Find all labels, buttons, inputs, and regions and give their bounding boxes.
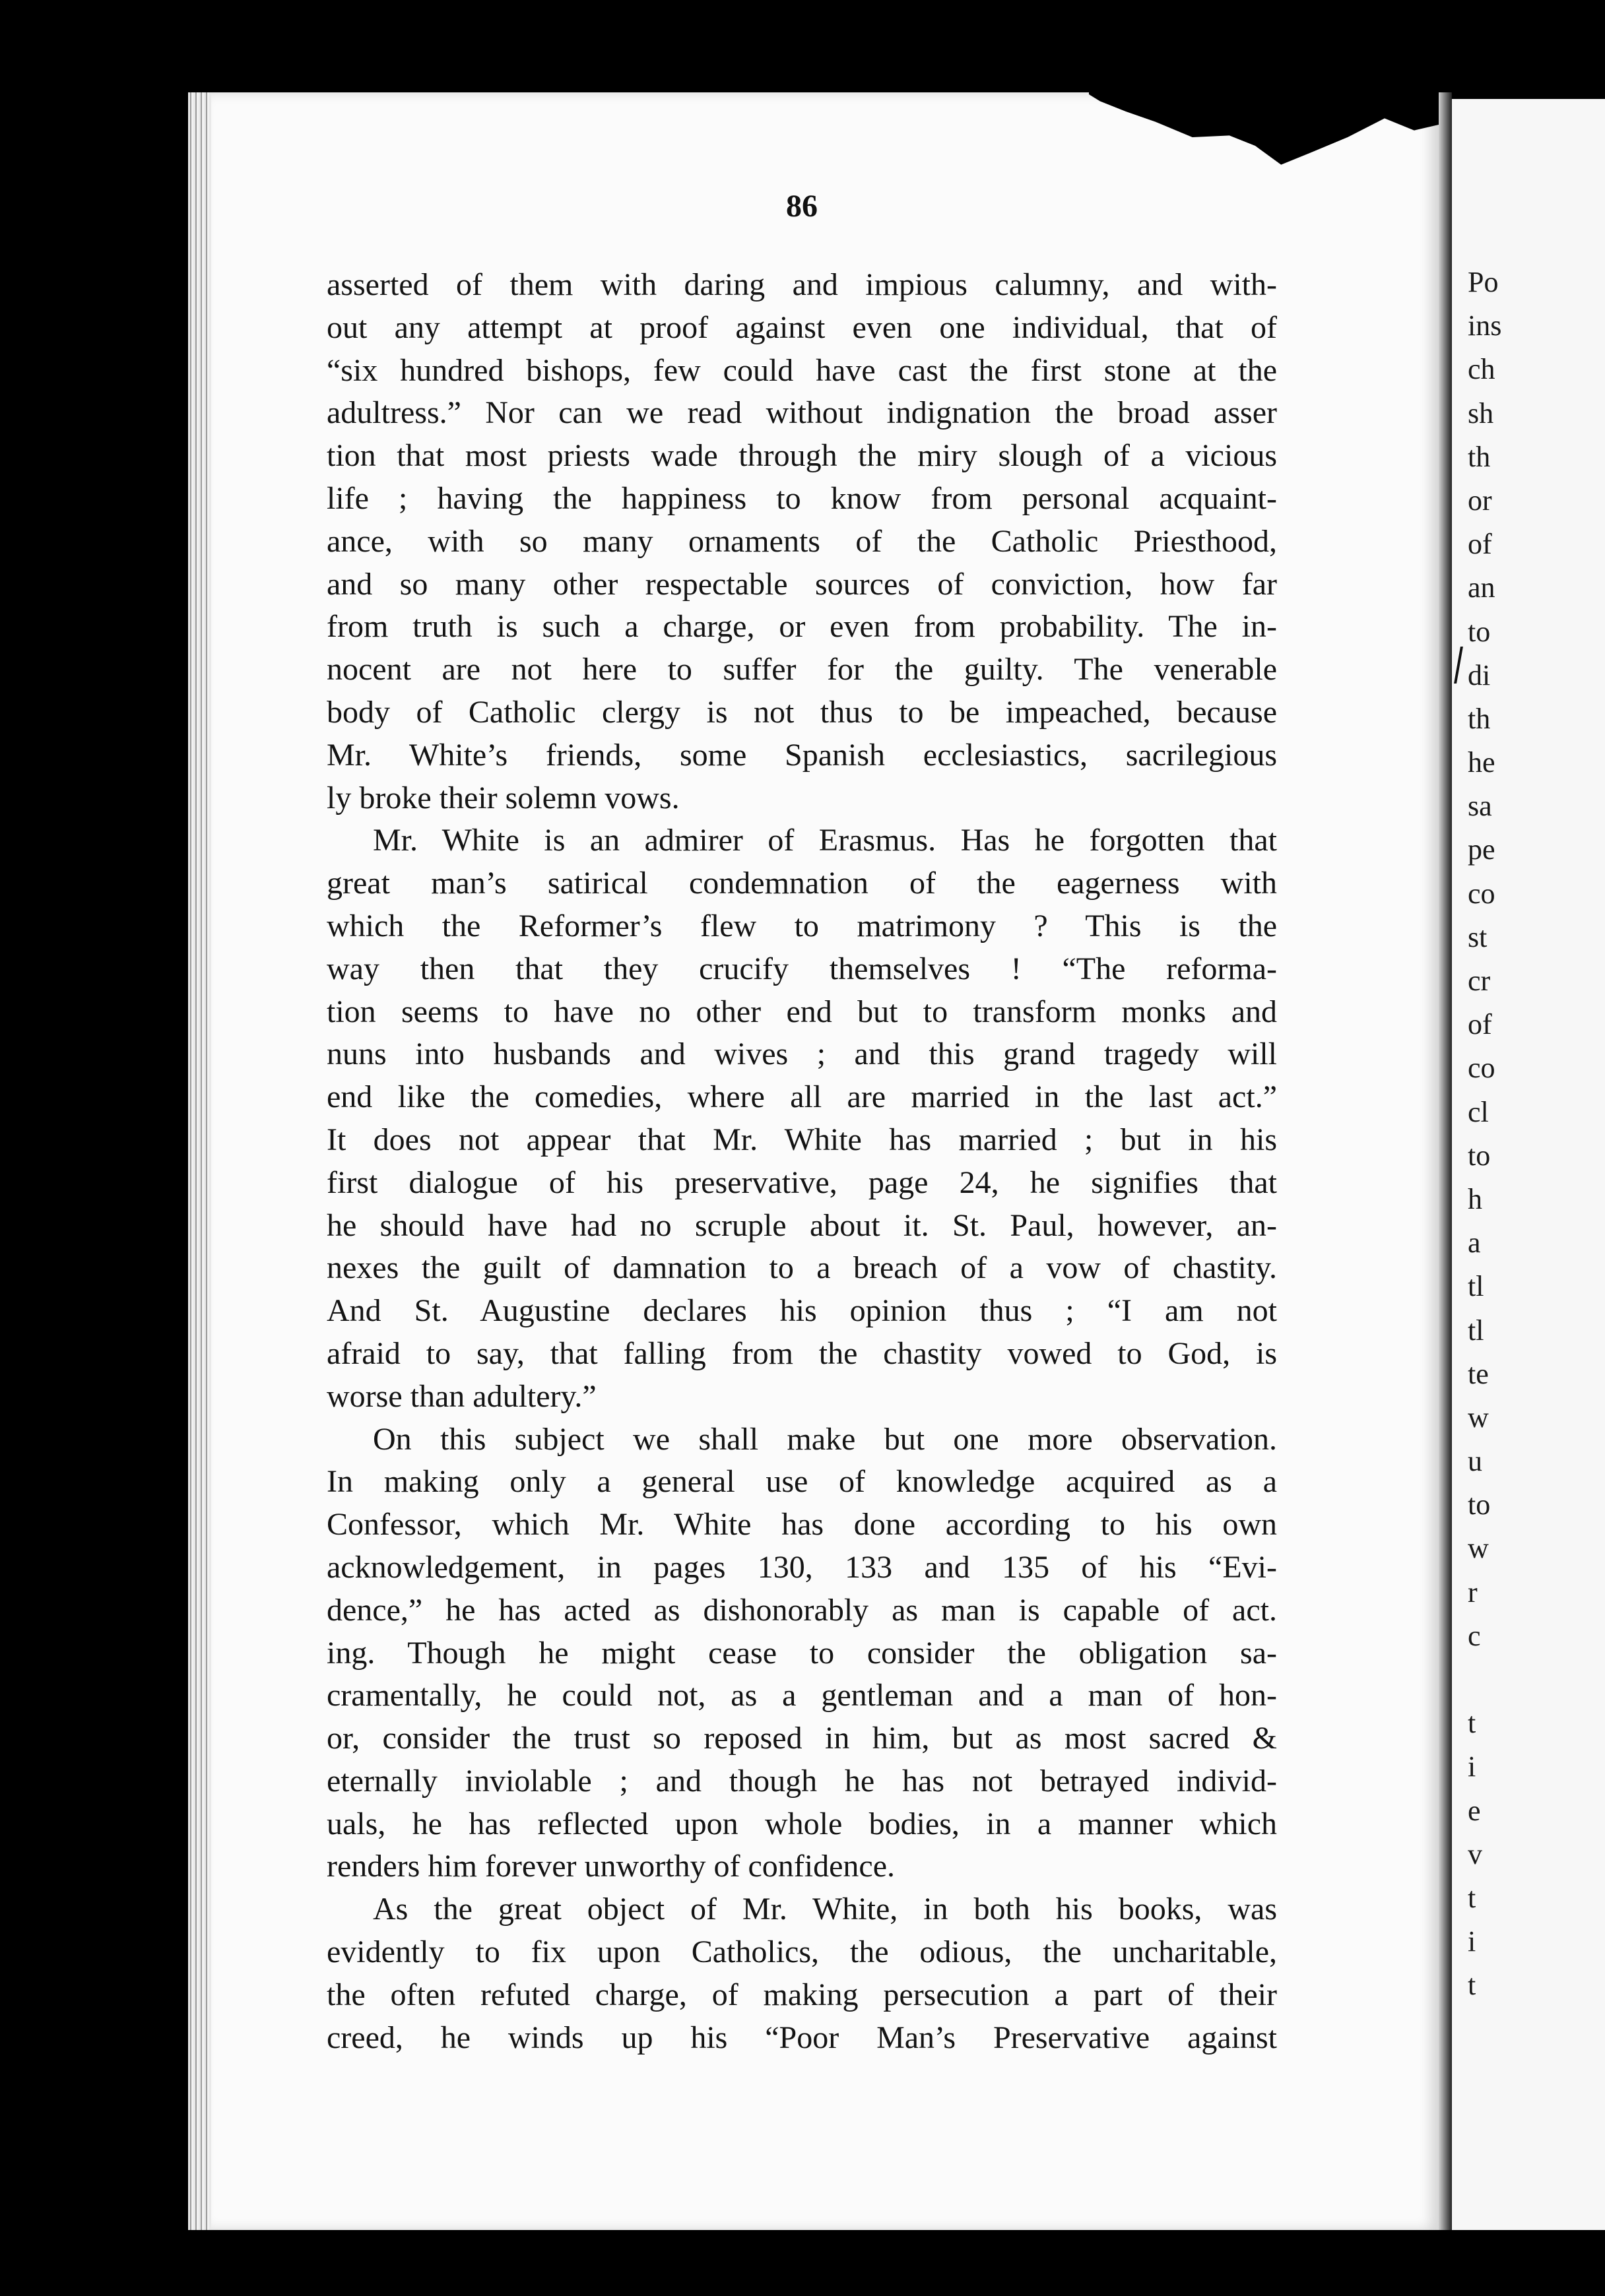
text-line: life ; having the happiness to know from personal acquaint- [327, 480, 1277, 516]
fragment-line: co [1468, 1052, 1495, 1085]
text-line: which the Reformer’s flew to matrimony ? This is the [327, 908, 1277, 943]
fragment-line: th [1468, 702, 1491, 735]
text-line: ance, with so many ornaments of the Catholic Priesthood, [327, 523, 1277, 559]
book-gutter [1439, 92, 1452, 2230]
fragment-line: cl [1468, 1095, 1489, 1128]
fragment-line: v [1468, 1837, 1482, 1870]
text-line: worse than adultery.” [327, 1378, 597, 1414]
text-line: great man’s satirical condemnation of the eagerness with [327, 866, 1277, 901]
fragment-line: co [1468, 877, 1495, 910]
text-line: tion seems to have no other end but to transform monks and [327, 994, 1277, 1029]
text-line: And St. Augustine declares his opinion thus ; “I am not [327, 1293, 1277, 1329]
fragment-line: r [1468, 1576, 1478, 1609]
fragment-line: tl [1468, 1314, 1484, 1347]
fragment-line: pe [1468, 833, 1495, 866]
text-line: from truth is such a charge, or even from probability. The in- [327, 609, 1277, 645]
text-line: end like the comedies, where all are married in the last act.” [327, 1079, 1277, 1115]
text-line: ing. Though he might cease to consider the obligation sa- [327, 1635, 1277, 1671]
fragment-line: i [1468, 1750, 1476, 1783]
fragment-line: ch [1468, 353, 1495, 386]
text-line: ly broke their solemn vows. [327, 780, 680, 815]
text-line: As the great object of Mr. White, in both his books, was [373, 1892, 1277, 1927]
fragment-line: w [1468, 1401, 1489, 1434]
text-line: afraid to say, that falling from the chastity vowed to God, is [327, 1335, 1277, 1371]
text-line: the often refuted charge, of making persecution a part of their [327, 1977, 1277, 2012]
text-line: It does not appear that Mr. White has married ; but in his [327, 1122, 1277, 1157]
page-edge-stack [188, 92, 214, 2230]
text-line: evidently to fix upon Catholics, the odious, the uncharitable, [327, 1934, 1277, 1970]
fragment-line: sh [1468, 397, 1494, 430]
fragment-line: t [1468, 1969, 1476, 2002]
text-line: nocent are not here to suffer for the guilty. The venerable [327, 652, 1277, 687]
text-line: Mr. White’s friends, some Spanish ecclesiastics, sacrilegious [327, 737, 1277, 773]
text-line: he should have had no scruple about it. St. Paul, however, an- [327, 1207, 1277, 1243]
fragment-line: or [1468, 484, 1492, 517]
text-line: Confessor, which Mr. White has done according to his own [327, 1507, 1277, 1543]
fragment-line: h [1468, 1182, 1482, 1215]
text-line: dence,” he has acted as dishonorably as man is capable of act. [327, 1592, 1277, 1628]
right-page-fragments [1468, 261, 1600, 2008]
fragment-line: u [1468, 1445, 1482, 1478]
fragment-line: ins [1468, 309, 1502, 342]
text-line: adultress.” Nor can we read without indignation the broad asser [327, 395, 1277, 431]
fragment-line: i [1468, 1925, 1476, 1958]
fragment-line: an [1468, 571, 1495, 604]
fragment-line: t [1468, 1707, 1476, 1740]
fragment-line: t [1468, 1881, 1476, 1914]
fragment-line: to [1468, 1488, 1491, 1521]
fragment-line: of [1468, 1008, 1492, 1041]
text-line: cramentally, he could not, as a gentleman and a man of hon- [327, 1678, 1277, 1713]
page-number: 86 [786, 189, 818, 224]
fragment-line: th [1468, 440, 1491, 473]
fragment-line: to [1468, 1139, 1491, 1172]
fragment-line: e [1468, 1794, 1481, 1827]
text-line: tion that most priests wade through the miry slough of a vicious [327, 438, 1277, 474]
fragment-line: of [1468, 528, 1492, 561]
text-line: uals, he has reflected upon whole bodies, in a manner which [327, 1806, 1277, 1841]
text-line: “six hundred bishops, few could have cast the first stone at the [327, 352, 1277, 388]
text-line: nexes the guilt of damnation to a breach of a vow of chastity. [327, 1250, 1277, 1286]
text-line: Mr. White is an admirer of Erasmus. Has he forgotten that [373, 823, 1277, 858]
text-line: In making only a general use of knowledge acquired as a [327, 1464, 1277, 1500]
fragment-line: a [1468, 1227, 1481, 1260]
text-line: renders him forever unworthy of confidence. [327, 1849, 895, 1884]
fragment-line: to [1468, 615, 1491, 648]
fragment-line: tl [1468, 1270, 1484, 1303]
body-text [327, 264, 1277, 2059]
text-line: On this subject we shall make but one more observation. [373, 1421, 1277, 1457]
text-line: first dialogue of his preservative, page 24, he signifies that [327, 1164, 1277, 1200]
text-line: out any attempt at proof against even one individual, that of [327, 309, 1277, 345]
fragment-line: st [1468, 920, 1488, 953]
fragment-line: sa [1468, 790, 1492, 823]
text-line: and so many other respectable sources of conviction, how far [327, 566, 1277, 602]
fragment-line: c [1468, 1619, 1481, 1652]
fragment-line: di [1468, 658, 1491, 691]
fragment-line: w [1468, 1532, 1489, 1565]
fragment-line: cr [1468, 965, 1491, 997]
fragment-line: te [1468, 1357, 1489, 1390]
text-line: way then that they crucify themselves ! “The reforma- [327, 951, 1277, 986]
text-line: nuns into husbands and wives ; and this grand tragedy will [327, 1036, 1277, 1072]
text-line: asserted of them with daring and impious calumny, and with- [327, 267, 1277, 302]
fragment-line: Po [1468, 266, 1499, 298]
text-line: or, consider the trust so reposed in him, but as most sacred & [327, 1721, 1277, 1756]
text-line: eternally inviolable ; and though he has not betrayed individ- [327, 1763, 1277, 1799]
text-line: acknowledgement, in pages 130, 133 and 135 of his “Evi- [327, 1549, 1277, 1585]
text-line: body of Catholic clergy is not thus to be impeached, because [327, 694, 1277, 730]
text-line: creed, he winds up his “Poor Man’s Preservative against [327, 2020, 1277, 2055]
fragment-line [1468, 1658, 1600, 1702]
fragment-line: he [1468, 746, 1495, 779]
